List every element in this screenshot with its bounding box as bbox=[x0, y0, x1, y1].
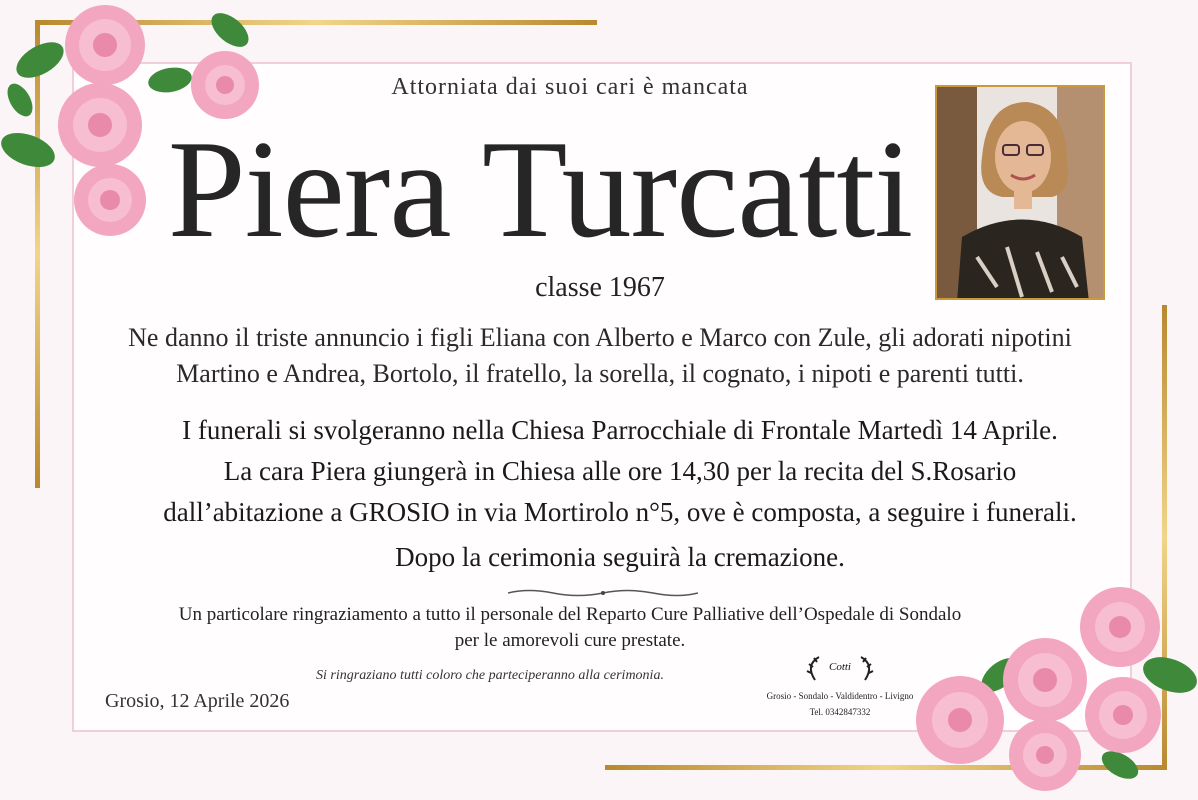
funeral-details bbox=[100, 410, 1140, 578]
birth-year: classe 1967 bbox=[535, 272, 665, 303]
thanks-line: Un particolare ringraziamento a tutto il personale del Reparto Cure Palliative dell’Ospedale di Sondalo bbox=[178, 604, 962, 625]
ornamental-divider bbox=[508, 588, 698, 598]
thanks-line: per le amorevoli cure prestate. bbox=[454, 630, 686, 651]
funeral-agency-logo bbox=[760, 655, 920, 717]
announcement-line: Ne danno il triste annuncio i figli Eliana con Alberto e Marco con Zule, gli adorati nipotini bbox=[128, 323, 1072, 352]
footer-thanks-note: Si ringraziano tutti coloro che parteciperanno alla cerimonia. bbox=[316, 668, 664, 683]
deceased-name: Piera Turcatti bbox=[167, 112, 913, 267]
place-date: Grosio, 12 Aprile 2026 bbox=[105, 690, 290, 712]
agency-towns: Grosio - Sondalo - Valdidentro - Livigno bbox=[766, 691, 914, 701]
agency-phone: Tel. 0342847332 bbox=[809, 707, 871, 717]
funeral-line: La cara Piera giungerà in Chiesa alle ore 14,30 per la recita del S.Rosario bbox=[223, 456, 1017, 486]
funeral-line: I funerali si svolgeranno nella Chiesa Parrocchiale di Frontale Martedì 14 Aprile. bbox=[182, 415, 1058, 445]
announcement-text bbox=[80, 320, 1120, 392]
thanks-text bbox=[80, 602, 1060, 654]
agency-brand: Cotti bbox=[828, 661, 851, 673]
intro-line: Attorniata dai suoi cari è mancata bbox=[391, 74, 749, 100]
portrait-photo bbox=[935, 85, 1105, 300]
announcement-line: Martino e Andrea, Bortolo, il fratello, la sorella, il cognato, i nipoti e parenti tutti. bbox=[176, 359, 1024, 388]
laurel-wreath-icon bbox=[805, 655, 875, 685]
funeral-line: Dopo la cerimonia seguirà la cremazione. bbox=[395, 542, 845, 572]
funeral-line: dall’abitazione a GROSIO in via Mortirolo n°5, ove è composta, a seguire i funerali. bbox=[163, 497, 1077, 527]
